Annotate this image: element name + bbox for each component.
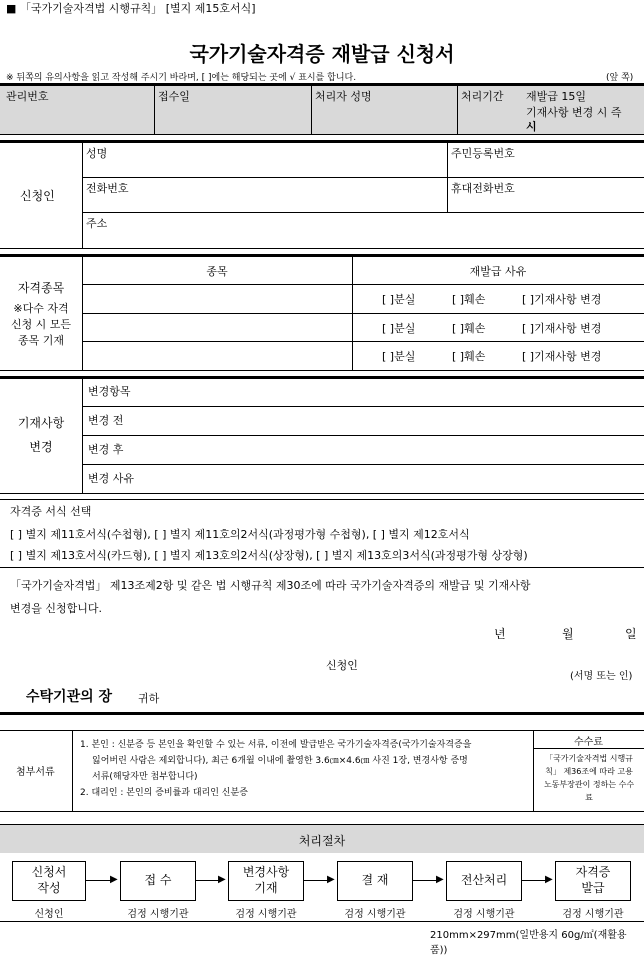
qualification-section-label: 자격종목 [17, 281, 65, 295]
procedure-step-issuance: 자격증 발급 [555, 861, 631, 901]
column-qualification-type: 종목 [206, 265, 228, 278]
receipt-date-label: 접수일 [158, 90, 190, 103]
procedure-title: 처리절차 [298, 834, 346, 848]
reason-damaged-checkbox[interactable]: [ ]훼손 [452, 350, 486, 363]
recipient-honorific: 귀하 [138, 692, 160, 705]
date-month[interactable]: 월 [562, 627, 574, 641]
reason-lost-checkbox[interactable]: [ ]분실 [382, 322, 416, 335]
arrow-right-icon: ▶ [218, 874, 226, 885]
fee-label: 수수료 [574, 737, 603, 748]
fee-text: 「국가기술자격법 시행규 칙」 제36조에 따라 고용 노동부장관이 정하는 수수 료 [543, 754, 635, 802]
changes-section-label: 기재사항 [17, 416, 65, 430]
declaration-text-end: 변경을 신청합니다. [10, 602, 103, 615]
page-side: (앞 쪽) [606, 73, 634, 83]
change-after-field[interactable]: 변경 후 [88, 443, 124, 456]
procedure-actor: 검정 시행기관 [562, 909, 624, 920]
form-reference: ■ 「국가기술자격법 시행규칙」 [별지 제15호서식] [6, 2, 256, 15]
processor-name-label: 처리자 성명 [315, 90, 372, 103]
processing-period-label: 처리기간 [461, 90, 504, 103]
procedure-step-application: 신청서 작성 [12, 861, 86, 901]
reason-damaged-checkbox[interactable]: [ ]훼손 [452, 293, 486, 306]
change-reason-field[interactable]: 변경 사유 [88, 472, 135, 485]
arrow-right-icon: ▶ [110, 874, 118, 885]
reason-lost-checkbox[interactable]: [ ]분실 [382, 350, 416, 363]
date-day[interactable]: 일 [625, 627, 637, 641]
attachments-list: 1. 본인 : 신분증 등 본인을 확인할 수 있는 서류, 이전에 발급받은 국가기술자격증(국가기술자격증을 잃어버린 사람은 제외합니다), 최근 6개월 이내에 촬영한 3.6㎝×4.6㎝ 사진 1장, 변경사항 증명 서류(해당자만 첨부합니다) 2. 대리인 : 본인의 증비률과 대리인 신분증 [80, 740, 472, 798]
processing-period-reissue: 재발급 15일 [526, 90, 586, 103]
phone-field[interactable]: 전화번호 [86, 182, 129, 195]
format-selection-title: 자격증 서식 선택 [10, 505, 92, 518]
procedure-actor: 검정 시행기관 [235, 909, 297, 920]
resident-number-field[interactable]: 주민등록번호 [451, 147, 515, 160]
declaration-text: 「국가기술자격법」 제13조제2항 및 같은 법 시행규칙 제30조에 따라 국가기술자격증의 재발급 및 기재사항 [10, 579, 531, 592]
instructions: ※ 뒤쪽의 유의사항을 읽고 작성해 주시기 바라며, [ ]에는 해당되는 곳에 √ 표시를 합니다. [6, 73, 357, 83]
reason-changed-checkbox[interactable]: [ ]기재사항 변경 [522, 322, 602, 335]
change-before-field[interactable]: 변경 전 [88, 414, 124, 427]
arrow-right-icon: ▶ [436, 874, 444, 885]
recipient-title: 수탁기관의 장 [26, 689, 113, 705]
applicant-section-label: 신청인 [20, 189, 55, 203]
paper-spec: 210mm×297mm(일반용지 60g/㎡(재활용품)) [430, 930, 627, 956]
procedure-step-computer-processing: 전산처리 [446, 861, 522, 901]
reason-changed-checkbox[interactable]: [ ]기재사항 변경 [522, 350, 602, 363]
format-options-line-2[interactable]: [ ] 별지 제13호서식(카드형), [ ] 별지 제13호의2서식(상장형), [ ] 별지 제13호의3서식(과정평가형 상장형) [10, 549, 528, 562]
signature-placeholder[interactable]: (서명 또는 인) [570, 671, 633, 682]
arrow-right-icon: ▶ [545, 874, 553, 885]
page-title: 국가기술자격증 재발급 신청서 [189, 42, 455, 66]
management-number-label: 관리번호 [6, 90, 49, 103]
procedure-step-receipt: 접 수 [120, 861, 196, 901]
address-field[interactable]: 주소 [86, 217, 108, 230]
reason-changed-checkbox[interactable]: [ ]기재사항 변경 [522, 293, 602, 306]
procedure-actor: 검정 시행기관 [453, 909, 515, 920]
reason-lost-checkbox[interactable]: [ ]분실 [382, 293, 416, 306]
name-field[interactable]: 성명 [86, 147, 108, 160]
column-reissue-reason: 재발급 사유 [469, 265, 527, 278]
procedure-actor: 검정 시행기관 [127, 909, 189, 920]
change-item-field[interactable]: 변경항목 [88, 385, 131, 398]
procedure-step-approval: 결 재 [337, 861, 413, 901]
reason-damaged-checkbox[interactable]: [ ]훼손 [452, 322, 486, 335]
format-options-line-1[interactable]: [ ] 별지 제11호서식(수첩형), [ ] 별지 제11호의2서식(과정평가형 수첩형), [ ] 별지 제12호서식 [10, 528, 470, 541]
procedure-actor: 신청인 [34, 909, 64, 920]
arrow-right-icon: ▶ [327, 874, 335, 885]
attachments-label: 첨부서류 [16, 767, 55, 778]
date-year[interactable]: 년 [494, 627, 506, 641]
mobile-field[interactable]: 휴대전화번호 [451, 182, 515, 195]
procedure-step-change-record: 변경사항 기재 [228, 861, 304, 901]
applicant-signature-label: 신청인 [326, 659, 358, 672]
procedure-actor: 검정 시행기관 [344, 909, 406, 920]
processing-period-change: 기재사항 변경 시 즉 [526, 106, 622, 119]
